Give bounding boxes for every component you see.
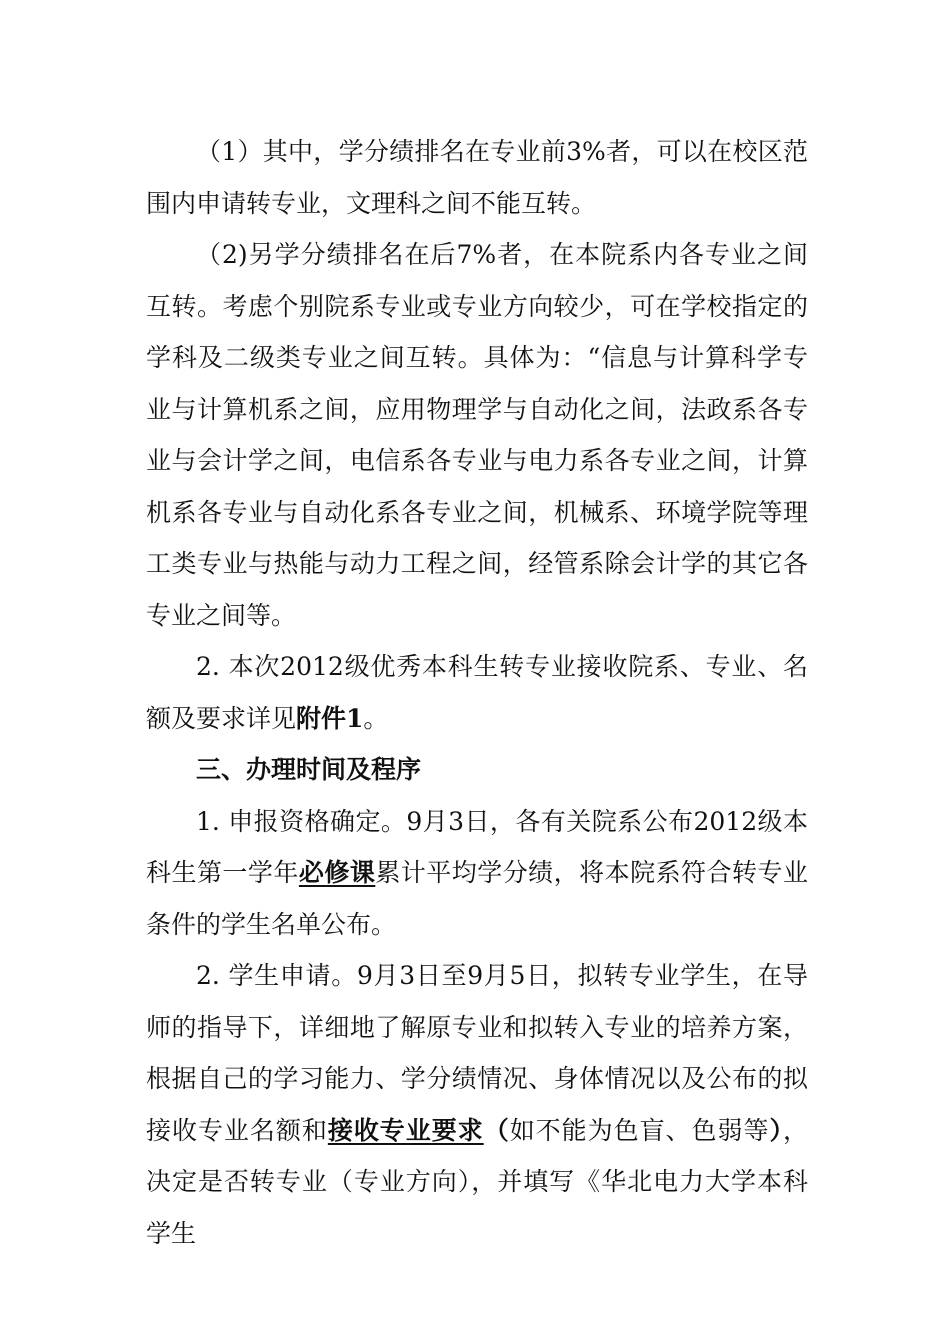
paragraph-5 xyxy=(146,950,808,1259)
paragraph-4-end: 累计平均学分绩，将本院系符合转专业条件的学生名单公布。 xyxy=(146,858,808,939)
required-course-term: 必修课 xyxy=(298,858,376,887)
paragraph-3-text: 2. 本次2012级优秀本科生转专业接收院系、专业、名额及要求详见 xyxy=(146,652,808,733)
major-requirements-term: 接收专业要求 xyxy=(327,1115,484,1145)
document-body xyxy=(146,126,808,1259)
paragraph-5-text: 2. 学生申请。9月3日至9月5日，拟转专业学生，在导师的指导下，详细地了解原专业和拟转入专业的培养方案，根据自己的学习能力、学分绩情况、身体情况以及公布的拟接收专业名额和 xyxy=(146,961,808,1145)
paragraph-1 xyxy=(146,126,808,229)
paren-open: （ xyxy=(483,1115,510,1145)
paragraph-4-text: 1. 申报资格确定。9月3日，各有关院系公布2012级本科生第一学年 xyxy=(146,806,808,887)
section-heading-3 xyxy=(146,744,808,796)
paragraph-1-text: （1）其中，学分绩排名在专业前3%者，可以在校区范围内申请转专业，文理科之间不能互转。 xyxy=(146,137,808,218)
paragraph-2-text: （2)另学分绩排名在后7%者，在本院系内各专业之间互转。考虑个别院系专业或专业方向较少，可在学校指定的学科及二级类专业之间互转。具体为：“信息与计算科学专业与计算机系之间，应用物理学与自动化之间，法政系各专业与会计学之间，电信系各专业与电力系各专业之间，计算机系各专业与自动化系各专业之间，机械系、环境学院等理工类专业与热能与动力工程之间，经管系除会计学的其它各专业之间等。 xyxy=(146,240,808,630)
attachment-reference: 附件1 xyxy=(296,703,364,733)
paragraph-4 xyxy=(146,796,808,951)
paragraph-5-example: 如不能为色盲、色弱等 xyxy=(509,1115,770,1145)
section-heading-3-text: 三、办理时间及程序 xyxy=(196,755,422,784)
paragraph-3 xyxy=(146,641,808,744)
paragraph-5-end: ，决定是否转专业（专业方向），并填写《华北电力大学本科学生 xyxy=(146,1115,808,1248)
paragraph-2 xyxy=(146,229,808,641)
paragraph-3-end: 。 xyxy=(363,703,389,733)
paren-close: ） xyxy=(769,1115,783,1145)
